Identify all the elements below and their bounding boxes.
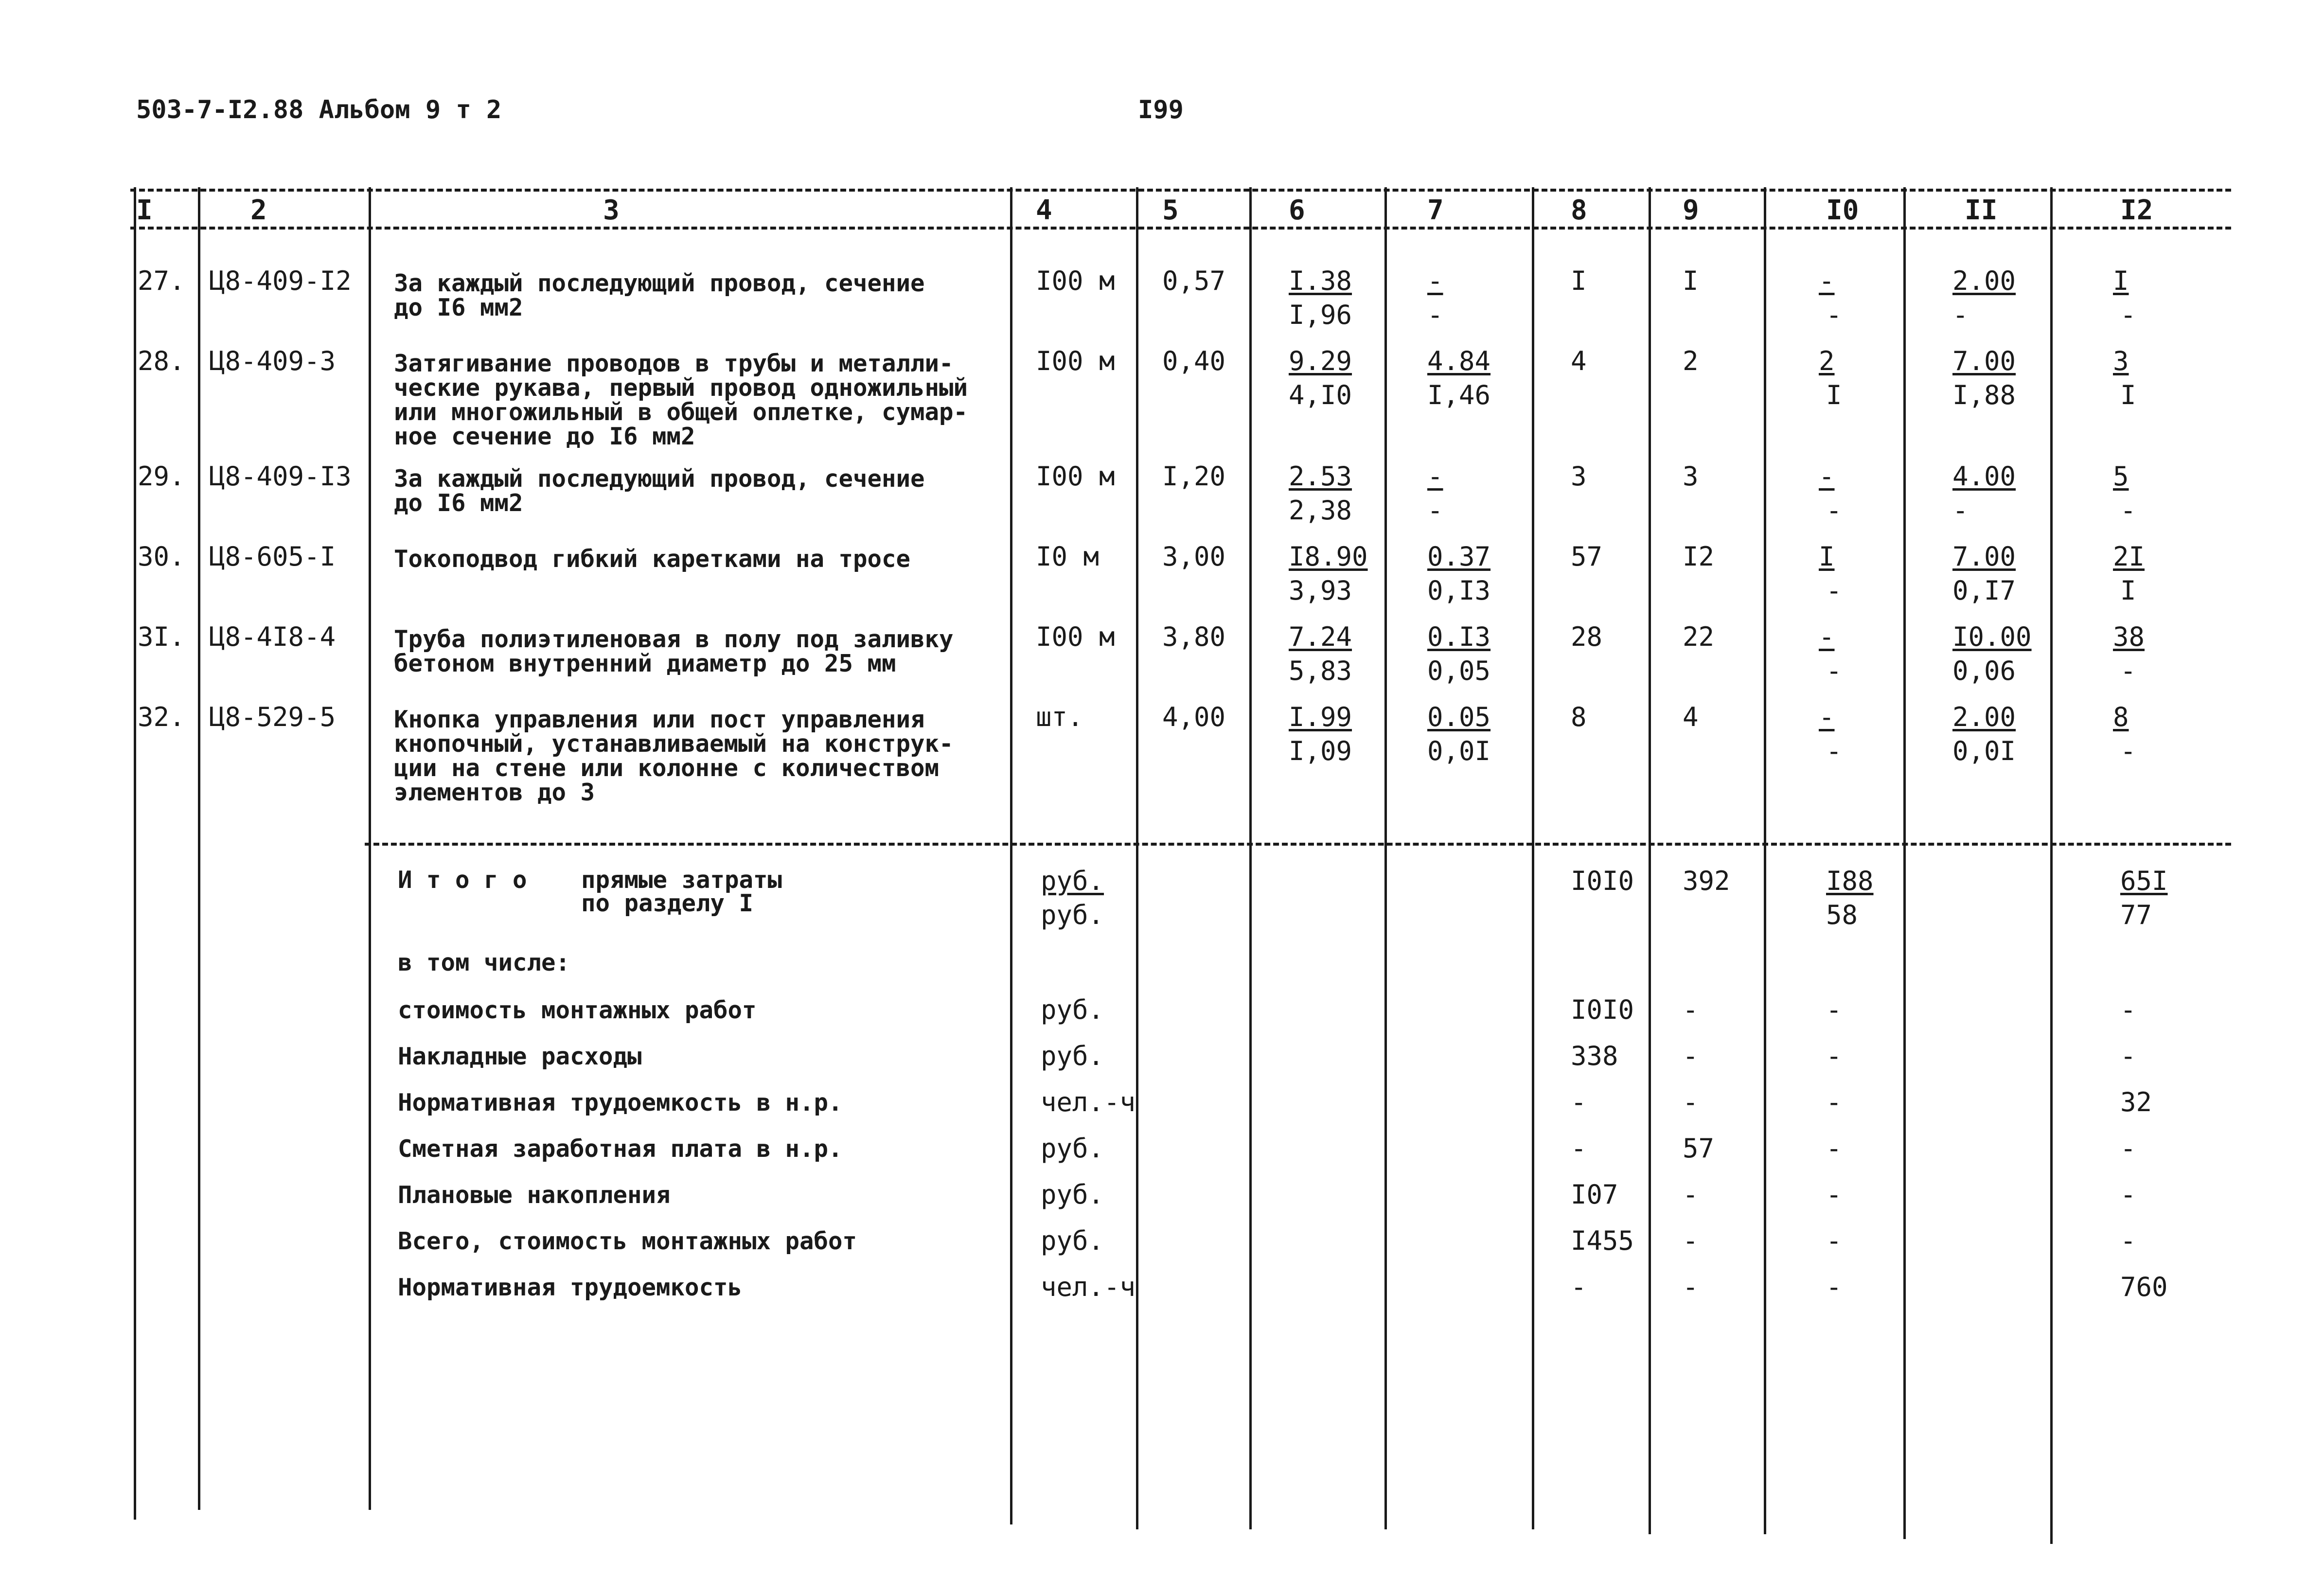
col10-top: I: [1819, 541, 1835, 572]
breakdown-label: Нормативная трудоемкость в н.р.: [398, 1089, 843, 1116]
breakdown-col10: -: [1826, 1272, 1842, 1302]
col7-bottom: I,46: [1427, 380, 1491, 410]
col12-top: 3: [2113, 346, 2129, 376]
quantity: 3,00: [1162, 541, 1226, 572]
col12-bottom: -: [2120, 495, 2136, 526]
col8-value: 28: [1571, 621, 1603, 652]
col9-value: 3: [1683, 461, 1699, 492]
col12-top: 38: [2113, 621, 2145, 652]
breakdown-col10: -: [1826, 1087, 1842, 1117]
column-number-9: 9: [1683, 195, 1699, 226]
column-border-4: [1010, 187, 1012, 1524]
column-number-2: 2: [250, 195, 267, 226]
col9-value: I2: [1683, 541, 1715, 572]
breakdown-col9: -: [1683, 1179, 1699, 1210]
column-border-6: [1249, 187, 1252, 1529]
col6-bottom: I,09: [1289, 736, 1352, 766]
col7-top: 4.84: [1427, 346, 1491, 376]
col11-bottom: -: [1952, 495, 1969, 526]
col6-top: 7.24: [1289, 621, 1352, 652]
totals-col10-bottom: 58: [1826, 900, 1858, 930]
col12-bottom: -: [2120, 736, 2136, 766]
col7-top: 0.05: [1427, 702, 1491, 732]
row-number: 30.: [138, 541, 185, 572]
price-code: Ц8-409-I2: [209, 266, 352, 296]
breakdown-col12: -: [2120, 1179, 2136, 1210]
col11-bottom: 0,06: [1952, 656, 2016, 686]
quantity: 4,00: [1162, 702, 1226, 732]
col6-bottom: 5,83: [1289, 656, 1352, 686]
unit-of-measure: I00 м: [1036, 621, 1115, 652]
col7-bottom: 0,05: [1427, 656, 1491, 686]
col10-top: -: [1819, 702, 1835, 732]
work-description: Кнопка управления или пост управления кнопочный, устанавливаемый на конструк- ции на стене или колонне с количеством элементов до 3: [394, 706, 954, 806]
breakdown-unit: руб.: [1041, 1225, 1104, 1256]
col6-bottom: 4,I0: [1289, 380, 1352, 410]
col9-value: 22: [1683, 621, 1715, 652]
breakdown-col9: -: [1683, 1041, 1699, 1071]
column-border-5: [1136, 187, 1138, 1529]
row-number: 28.: [138, 346, 185, 376]
work-description: Труба полиэтиленовая в полу под заливку бетоном внутренний диаметр до 25 мм: [394, 625, 954, 677]
col10-bottom: -: [1826, 736, 1842, 766]
column-border-12: [2050, 187, 2053, 1544]
unit-of-measure: I00 м: [1036, 346, 1115, 376]
breakdown-col9: -: [1683, 1087, 1699, 1117]
breakdown-col8: I455: [1571, 1225, 1634, 1256]
row-number: 3I.: [138, 621, 185, 652]
col7-top: -: [1427, 461, 1443, 492]
col10-bottom: -: [1826, 656, 1842, 686]
col12-bottom: I: [2120, 575, 2136, 606]
totals-col12-top: 65I: [2120, 866, 2168, 896]
breakdown-col8: 338: [1571, 1041, 1618, 1071]
col11-top: 4.00: [1952, 461, 2016, 492]
breakdown-col8: -: [1571, 1087, 1587, 1117]
col12-top: 5: [2113, 461, 2129, 492]
breakdown-col8: I0I0: [1571, 994, 1634, 1025]
breakdown-col9: -: [1683, 1272, 1699, 1302]
breakdown-label: Плановые накопления: [398, 1181, 671, 1209]
totals-col10-top: I88: [1826, 866, 1874, 896]
col12-top: 2I: [2113, 541, 2145, 572]
totals-unit-2: руб.: [1041, 900, 1104, 930]
row-number: 27.: [138, 266, 185, 296]
col6-top: I.99: [1289, 702, 1352, 732]
totals-unit-1: руб.: [1041, 866, 1104, 896]
work-description: Токоподвод гибкий каретками на тросе: [394, 545, 911, 573]
col9-value: I: [1683, 266, 1699, 296]
column-number-7: 7: [1427, 195, 1444, 226]
unit-of-measure: шт.: [1036, 702, 1083, 732]
breakdown-unit: руб.: [1041, 994, 1104, 1025]
col10-bottom: I: [1826, 380, 1842, 410]
column-number-11: II: [1965, 195, 1998, 226]
price-code: Ц8-4I8-4: [209, 621, 336, 652]
price-code: Ц8-409-I3: [209, 461, 352, 492]
column-border-8: [1532, 187, 1534, 1529]
col10-bottom: -: [1826, 495, 1842, 526]
column-number-6: 6: [1289, 195, 1305, 226]
breakdown-col9: 57: [1683, 1133, 1715, 1164]
page-number: I99: [1138, 95, 1184, 124]
col10-bottom: -: [1826, 575, 1842, 606]
column-number-10: I0: [1826, 195, 1859, 226]
unit-of-measure: I00 м: [1036, 461, 1115, 492]
col11-top: I0.00: [1952, 621, 2032, 652]
table-top-rule: [130, 189, 2231, 192]
unit-of-measure: I00 м: [1036, 266, 1115, 296]
col7-top: -: [1427, 266, 1443, 296]
breakdown-unit: руб.: [1041, 1179, 1104, 1210]
col12-top: 8: [2113, 702, 2129, 732]
document-code: 503-7-I2.88 Альбом 9 т 2: [136, 95, 502, 124]
column-number-12: I2: [2120, 195, 2153, 226]
column-border-7: [1384, 187, 1387, 1529]
breakdown-col10: -: [1826, 1179, 1842, 1210]
column-border-1: [134, 187, 136, 1520]
breakdown-col10: -: [1826, 994, 1842, 1025]
col8-value: 8: [1571, 702, 1587, 732]
breakdown-col12: 32: [2120, 1087, 2152, 1117]
row-number: 32.: [138, 702, 185, 732]
col6-top: I.38: [1289, 266, 1352, 296]
totals-title: И т о г о: [398, 866, 527, 894]
col6-bottom: 2,38: [1289, 495, 1352, 526]
totals-line-direct-costs: прямые затраты: [581, 866, 782, 894]
col12-top: I: [2113, 266, 2129, 296]
breakdown-unit: руб.: [1041, 1133, 1104, 1164]
column-border-2: [198, 187, 200, 1510]
breakdown-label: Накладные расходы: [398, 1043, 642, 1070]
work-description: Затягивание проводов в трубы и металли- ческие рукава, первый провод одножильный или многожильный в общей оплетке, сумар- ное сечение до I6 мм2: [394, 350, 968, 450]
col12-bottom: -: [2120, 300, 2136, 330]
breakdown-label: стоимость монтажных работ: [398, 996, 757, 1024]
col10-top: -: [1819, 621, 1835, 652]
col11-bottom: I,88: [1952, 380, 2016, 410]
totals-col9: 392: [1683, 866, 1730, 896]
col8-value: 4: [1571, 346, 1587, 376]
breakdown-col9: -: [1683, 994, 1699, 1025]
quantity: 3,80: [1162, 621, 1226, 652]
col7-top: 0.37: [1427, 541, 1491, 572]
breakdown-label: Нормативная трудоемкость: [398, 1274, 743, 1301]
breakdown-label: Сметная заработная плата в н.р.: [398, 1135, 843, 1163]
col10-top: -: [1819, 461, 1835, 492]
col7-bottom: 0,0I: [1427, 736, 1491, 766]
col7-bottom: -: [1427, 495, 1443, 526]
col11-bottom: 0,I7: [1952, 575, 2016, 606]
col6-bottom: 3,93: [1289, 575, 1352, 606]
column-border-10: [1764, 187, 1766, 1534]
price-code: Ц8-605-I: [209, 541, 336, 572]
header-bottom-rule: [130, 227, 2231, 230]
totals-col8: I0I0: [1571, 866, 1634, 896]
col6-top: I8.90: [1289, 541, 1368, 572]
price-code: Ц8-409-3: [209, 346, 336, 376]
row-number: 29.: [138, 461, 185, 492]
breakdown-col10: -: [1826, 1133, 1842, 1164]
work-description: За каждый последующий провод, сечение до I6 мм2: [394, 465, 925, 517]
col11-top: 2.00: [1952, 702, 2016, 732]
col12-bottom: -: [2120, 656, 2136, 686]
breakdown-col12: -: [2120, 994, 2136, 1025]
including-label: в том числе:: [398, 949, 570, 976]
totals-line-section: по разделу I: [581, 889, 754, 917]
col8-value: 57: [1571, 541, 1603, 572]
breakdown-col10: -: [1826, 1041, 1842, 1071]
breakdown-unit: руб.: [1041, 1041, 1104, 1071]
column-number-4: 4: [1036, 195, 1052, 226]
col11-top: 7.00: [1952, 346, 2016, 376]
column-border-11: [1903, 187, 1906, 1539]
col7-bottom: 0,I3: [1427, 575, 1491, 606]
breakdown-label: Всего, стоимость монтажных работ: [398, 1227, 857, 1255]
column-number-3: 3: [603, 195, 620, 226]
col11-bottom: 0,0I: [1952, 736, 2016, 766]
col9-value: 4: [1683, 702, 1699, 732]
col9-value: 2: [1683, 346, 1699, 376]
col7-top: 0.I3: [1427, 621, 1491, 652]
column-number-5: 5: [1162, 195, 1179, 226]
quantity: 0,40: [1162, 346, 1226, 376]
breakdown-col10: -: [1826, 1225, 1842, 1256]
column-number-8: 8: [1571, 195, 1587, 226]
breakdown-col8: -: [1571, 1133, 1587, 1164]
col10-top: -: [1819, 266, 1835, 296]
price-code: Ц8-529-5: [209, 702, 336, 732]
col8-value: I: [1571, 266, 1587, 296]
breakdown-col12: -: [2120, 1225, 2136, 1256]
work-description: За каждый последующий провод, сечение до I6 мм2: [394, 269, 925, 321]
column-border-9: [1649, 187, 1651, 1534]
column-border-3: [369, 187, 371, 1510]
breakdown-unit: чел.-ч: [1041, 1272, 1136, 1302]
breakdown-col8: -: [1571, 1272, 1587, 1302]
col7-bottom: -: [1427, 300, 1443, 330]
col11-top: 2.00: [1952, 266, 2016, 296]
col6-bottom: I,96: [1289, 300, 1352, 330]
col10-bottom: -: [1826, 300, 1842, 330]
col8-value: 3: [1571, 461, 1587, 492]
breakdown-col12: -: [2120, 1041, 2136, 1071]
col11-bottom: -: [1952, 300, 1969, 330]
col11-top: 7.00: [1952, 541, 2016, 572]
totals-col12-bottom: 77: [2120, 900, 2152, 930]
breakdown-unit: чел.-ч: [1041, 1087, 1136, 1117]
quantity: I,20: [1162, 461, 1226, 492]
col6-top: 2.53: [1289, 461, 1352, 492]
breakdown-col8: I07: [1571, 1179, 1618, 1210]
breakdown-col9: -: [1683, 1225, 1699, 1256]
breakdown-col12: 760: [2120, 1272, 2168, 1302]
unit-of-measure: I0 м: [1036, 541, 1100, 572]
col10-top: 2: [1819, 346, 1835, 376]
col6-top: 9.29: [1289, 346, 1352, 376]
quantity: 0,57: [1162, 266, 1226, 296]
column-number-1: I: [136, 195, 153, 226]
col12-bottom: I: [2120, 380, 2136, 410]
breakdown-col12: -: [2120, 1133, 2136, 1164]
totals-separator-rule: [365, 843, 2231, 846]
